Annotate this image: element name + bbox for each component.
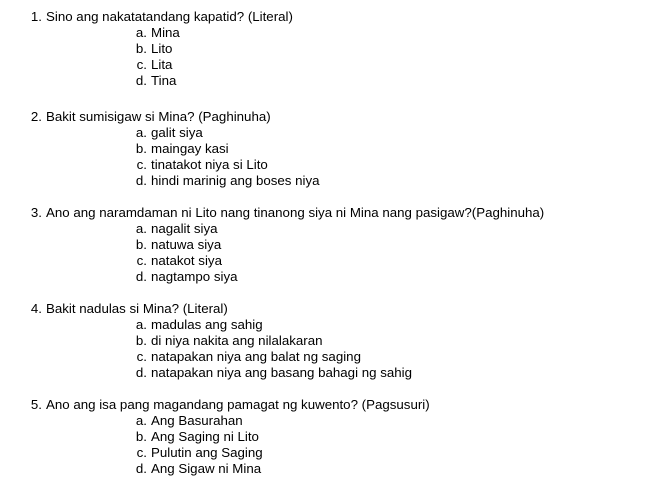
option-text: natakot siya — [151, 253, 222, 268]
option-letter: a. — [135, 221, 147, 236]
question-text: Bakit nadulas si Mina? (Literal) — [46, 301, 228, 316]
question-stem — [0, 205, 648, 221]
option-text: di niya nakita ang nilalakaran — [151, 333, 323, 348]
question-stem — [0, 397, 648, 413]
option-list — [0, 125, 648, 189]
option-letter: b. — [135, 333, 147, 348]
option-letter: c. — [136, 253, 147, 268]
option-d — [0, 73, 648, 89]
question-number: 4. — [30, 301, 42, 316]
option-letter: d. — [135, 73, 147, 88]
option-b — [0, 237, 648, 253]
option-letter: c. — [136, 157, 147, 172]
question-number: 5. — [30, 397, 42, 412]
option-d — [0, 269, 648, 285]
option-letter: d. — [135, 173, 147, 188]
option-letter: c. — [136, 445, 147, 460]
question-3 — [0, 205, 648, 285]
option-b — [0, 429, 648, 445]
option-text: madulas ang sahig — [151, 317, 263, 332]
question-text: Sino ang nakatatandang kapatid? (Literal) — [46, 9, 293, 24]
option-b — [0, 333, 648, 349]
option-list — [0, 317, 648, 381]
option-text: Ang Saging ni Lito — [151, 429, 259, 444]
question-number: 3. — [30, 205, 42, 220]
question-text: Ano ang naramdaman ni Lito nang tinanong siya ni Mina nang pasigaw?(Paghinuha) — [46, 205, 545, 220]
option-letter: b. — [135, 237, 147, 252]
option-letter: b. — [135, 41, 147, 56]
option-a — [0, 25, 648, 41]
option-letter: d. — [135, 365, 147, 380]
option-b — [0, 41, 648, 57]
option-text: Pulutin ang Saging — [151, 445, 263, 460]
option-text: natuwa siya — [151, 237, 222, 252]
option-c — [0, 445, 648, 461]
question-stem — [0, 9, 648, 25]
question-text: Ano ang isa pang magandang pamagat ng kuwento? (Pagsusuri) — [46, 397, 430, 412]
option-b — [0, 141, 648, 157]
option-letter: a. — [135, 25, 147, 40]
option-d — [0, 173, 648, 189]
option-letter: a. — [135, 125, 147, 140]
option-list — [0, 25, 648, 89]
option-letter: c. — [136, 57, 147, 72]
option-letter: d. — [135, 269, 147, 284]
question-stem — [0, 301, 648, 317]
option-text: Mina — [151, 25, 180, 40]
option-text: Ang Sigaw ni Mina — [151, 461, 262, 476]
option-letter: b. — [135, 429, 147, 444]
option-letter: c. — [136, 349, 147, 364]
question-4 — [0, 301, 648, 381]
option-letter: a. — [135, 317, 147, 332]
option-text: Lita — [151, 57, 173, 72]
option-text: galit siya — [151, 125, 203, 140]
option-text: nagalit siya — [151, 221, 218, 236]
question-number: 1. — [30, 9, 42, 24]
option-text: natapakan niya ang balat ng saging — [151, 349, 361, 364]
option-d — [0, 461, 648, 477]
option-a — [0, 221, 648, 237]
question-5 — [0, 397, 648, 477]
option-c — [0, 57, 648, 73]
option-text: hindi marinig ang boses niya — [151, 173, 320, 188]
option-letter: d. — [135, 461, 147, 476]
option-a — [0, 125, 648, 141]
option-c — [0, 157, 648, 173]
option-text: Lito — [151, 41, 173, 56]
option-text: Tina — [151, 73, 177, 88]
question-stem — [0, 109, 648, 125]
option-text: maingay kasi — [151, 141, 229, 156]
option-a — [0, 413, 648, 429]
option-d — [0, 365, 648, 381]
question-1 — [0, 9, 648, 89]
option-list — [0, 221, 648, 285]
option-c — [0, 253, 648, 269]
option-text: tinatakot niya si Lito — [151, 157, 268, 172]
option-c — [0, 349, 648, 365]
option-list — [0, 413, 648, 477]
option-text: nagtampo siya — [151, 269, 238, 284]
question-text: Bakit sumisigaw si Mina? (Paghinuha) — [46, 109, 271, 124]
option-letter: b. — [135, 141, 147, 156]
option-text: natapakan niya ang basang bahagi ng sahig — [151, 365, 412, 380]
option-text: Ang Basurahan — [151, 413, 243, 428]
option-letter: a. — [135, 413, 147, 428]
question-2 — [0, 109, 648, 189]
option-a — [0, 317, 648, 333]
question-number: 2. — [30, 109, 42, 124]
